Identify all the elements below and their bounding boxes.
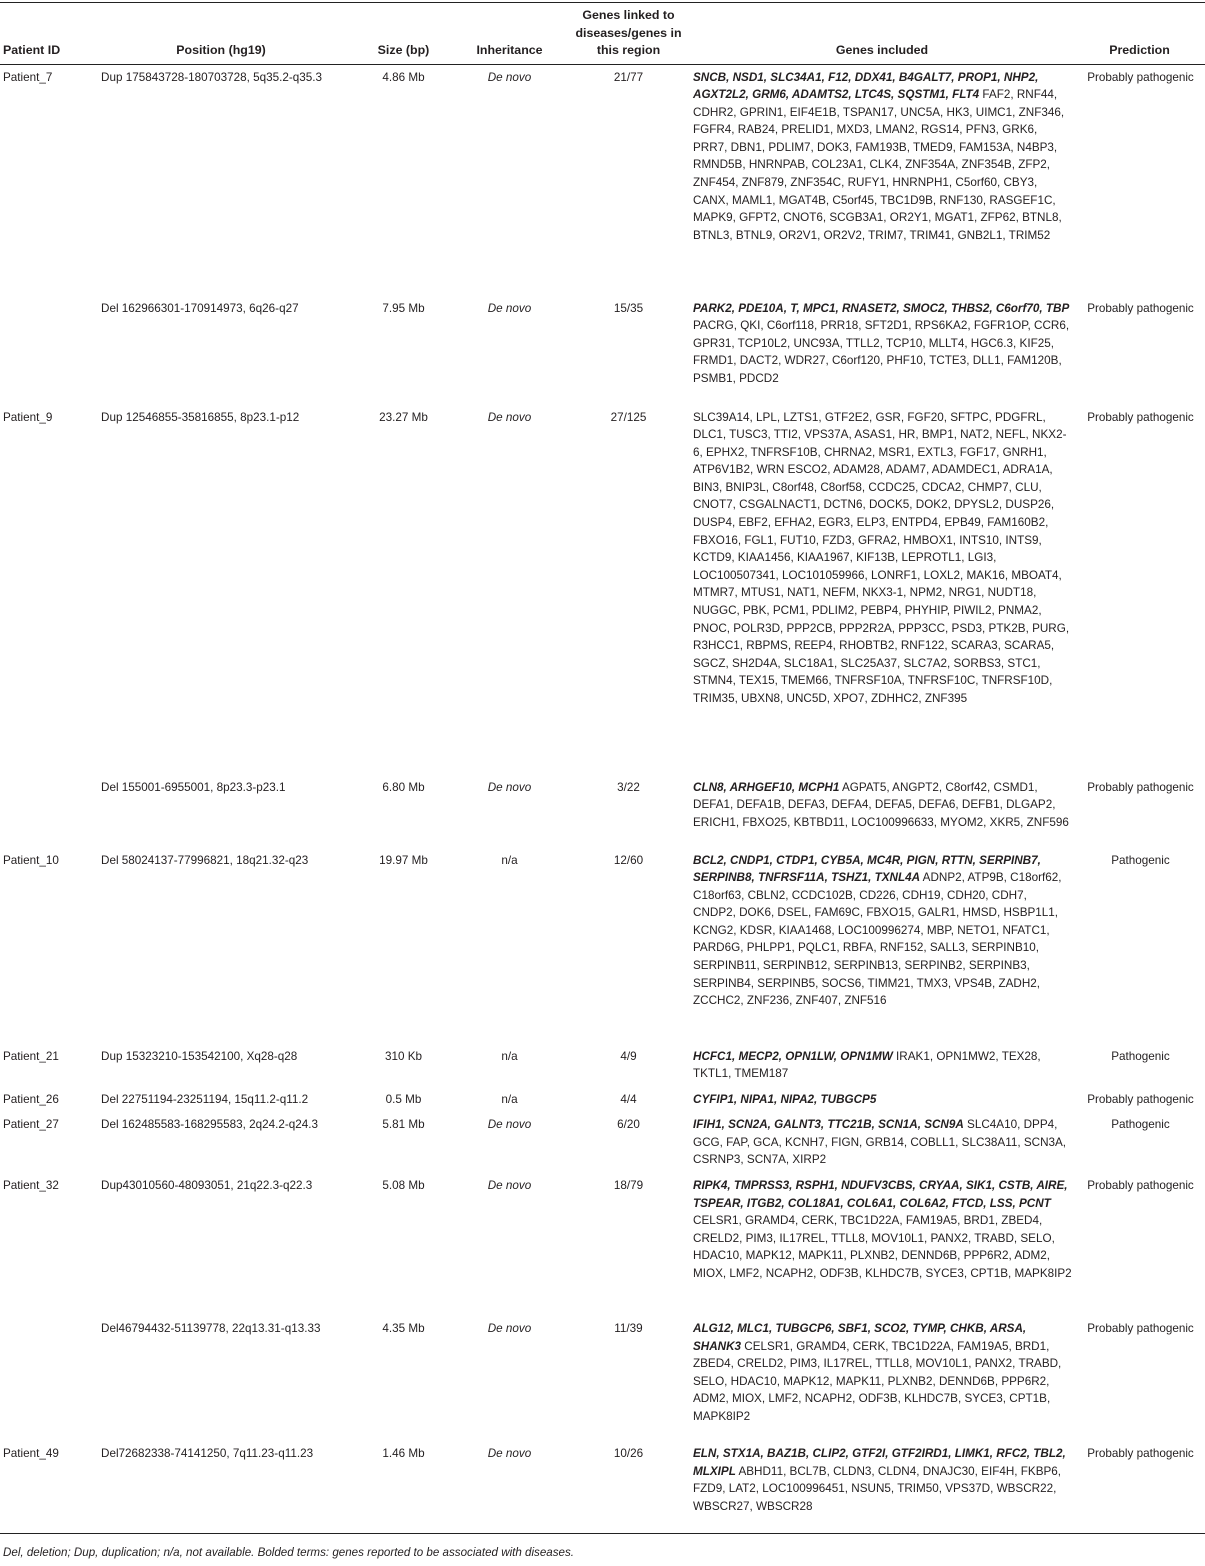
- genes-linked-cell: 10/26: [567, 1441, 690, 1534]
- position-cell: Del 22751194-23251194, 15q11.2-q11.2: [101, 1092, 309, 1106]
- table-row: [0, 405, 1205, 775]
- patient-id-cell: Patient_49: [0, 1441, 87, 1534]
- genes-linked-cell: 18/79: [613, 1179, 644, 1193]
- patient-id-cell: [0, 1316, 87, 1441]
- genes-linked-cell: 3/22: [617, 780, 640, 794]
- table-row: [0, 1441, 1205, 1534]
- table-footnote: Del, deletion; Dup, duplication; n/a, not available. Bolded terms: genes reported to be associated with diseases.: [3, 1546, 575, 1559]
- size-cell: 7.95 Mb: [382, 301, 425, 315]
- disease-genes: CLN8, ARHGEF10, MCPH1: [693, 780, 840, 794]
- inheritance-cell: De novo: [487, 70, 532, 84]
- other-genes: SLC39A14, LPL, LZTS1, GTF2E2, GSR, FGF20, SFTPC, PDGFRL, DLC1, TUSC3, TTI2, VPS37A, ASAS1, HR, BMP1, NAT2, NEFL, NKX2-6, EPHX2, TNFRSF10B, CHRNA2, MSR1, EXTL3, FGF17, GNRH1, ATP6V1B2, WRN ESCO2, ADAM28, ADAM7, ADAMDEC1, ADRA1A, BIN3, BNIP3L, C8orf48, C8orf58, CCDC25, CDCA2, CHMP7, CLU, CNOT7, CSGALNACT1, DCTN6, DOCK5, DOK2, DPYSL2, DUSP26, DUSP4, EBF2, EFHA2, EGR3, ELP3, ENTPD4, EPB49, FAM160B2, FBXO16, FGL1, FUT10, FZD3, GFRA2, HMBOX1, INTS10, INTS9, KCTD9, KIAA1456, KIAA1967, KIF13B, LEPROTL1, LGI3, LOC100507341, LOC101059966, LONRF1, LOXL2, MAK16, MBOAT4, MTMR7, MTUS1, NAT1, NEFM, NKX3-1, NPM2, NRG1, NUDT18, NUGGC, PBK, PCM1, PDLIM2, PEBP4, PHYHIP, PIWIL2, PNMA2, PNOC, POLR3D, PPP2CB, PPP2R2A, PPP3CC, PSD3, PTK2B, PURG, R3HCC1, RBPMS, REEP4, RHOBTB2, RNF122, SCARA3, SCARA5, SGCZ, SH2D4A, SLC18A1, SLC25A37, SLC7A2, SORBS3, STC1, STMN4, TEX15, TMEM66, TNFRSF10A, TNFRSF10C, TNFRSF10D, TRIM35, UBXN8, UNC5D, XPO7, ZDHHC2, ZNF395: [693, 410, 1070, 705]
- prediction-cell: Pathogenic: [1111, 1049, 1170, 1063]
- table-row: [0, 1112, 1205, 1173]
- genes-included-cell: [690, 1316, 1074, 1441]
- inheritance-cell: De novo: [452, 1441, 567, 1534]
- size-cell: 23.27 Mb: [379, 410, 428, 424]
- header-prediction: Prediction: [1074, 3, 1205, 65]
- genes-included-cell: [690, 1044, 1074, 1087]
- table-body: [0, 64, 1205, 1534]
- genes-linked-cell: 6/20: [617, 1118, 640, 1132]
- header-patient-id: Patient ID: [0, 3, 87, 65]
- other-genes: CELSR1, GRAMD4, CERK, TBC1D22A, FAM19A5, BRD1, ZBED4, CRELD2, PIM3, IL17REL, TTLL8, MOV10L1, PANX2, TRABD, SELO, HDAC10, MAPK12, MAPK11, PLXNB2, DENND6B, PPP6R2, ADM2, MIOX, LMF2, NCAPH2, ODF3B, KLHDC7B, SYCE3, CPT1B, MAPK8IP2: [693, 1214, 1072, 1281]
- genes-included-cell: [690, 1112, 1074, 1173]
- patient-id-cell: Patient_21: [3, 1049, 59, 1063]
- header-inheritance: Inheritance: [452, 3, 567, 65]
- prediction-cell: Probably pathogenic: [1087, 301, 1194, 315]
- prediction-cell: Pathogenic: [1111, 853, 1170, 867]
- disease-genes: ALG12, MLC1, TUBGCP6, SBF1, SCO2, TYMP, CHKB, ARSA, SHANK3: [693, 1322, 1027, 1353]
- table-row: [0, 1316, 1205, 1441]
- genes-linked-cell: 15/35: [613, 301, 644, 315]
- disease-genes: PARK2, PDE10A, T, MPC1, RNASET2, SMOC2, THBS2, C6orf70, TBP: [693, 301, 1070, 315]
- header-position: Position (hg19): [87, 3, 355, 65]
- prediction-cell: Probably pathogenic: [1087, 1322, 1194, 1336]
- patient-id-cell: Patient_10: [3, 853, 59, 867]
- position-cell: Del 162485583-168295583, 2q24.2-q24.3: [101, 1118, 319, 1132]
- inheritance-cell: De novo: [487, 1179, 532, 1193]
- genes-included-cell: [690, 405, 1074, 775]
- prediction-cell: Probably pathogenic: [1087, 1092, 1194, 1106]
- disease-genes: CYFIP1, NIPA1, NIPA2, TUBGCP5: [693, 1092, 877, 1106]
- position-cell: Del 155001-6955001, 8p23.3-p23.1: [101, 780, 286, 794]
- position-cell: Del 58024137-77996821, 18q21.32-q23: [101, 853, 309, 867]
- inheritance-cell: n/a: [501, 1049, 518, 1063]
- other-genes: SLC4A10, DPP4, GCG, FAP, GCA, KCNH7, FIGN, GRB14, COBLL1, SLC38A11, SCN3A, CSRNP3, SCN7A, XIRP2: [693, 1118, 1067, 1167]
- position-cell: Dup 12546855-35816855, 8p23.1-p12: [101, 410, 300, 424]
- genes-included-cell: [690, 1173, 1074, 1316]
- header-size: Size (bp): [355, 3, 452, 65]
- size-cell: 5.81 Mb: [382, 1118, 425, 1132]
- genes-included-cell: [690, 1087, 1074, 1113]
- disease-genes: BCL2, CNDP1, CTDP1, CYB5A, MC4R, PIGN, RTTN, SERPINB7, SERPINB8, TNFRSF11A, TSHZ1, TXNL4A: [693, 853, 1041, 885]
- size-cell: 1.46 Mb: [355, 1441, 452, 1534]
- genes-linked-cell: 12/60: [613, 853, 644, 867]
- size-cell: 4.86 Mb: [382, 70, 425, 84]
- table-row: [0, 1173, 1205, 1316]
- table-row: [0, 296, 1205, 405]
- inheritance-cell: n/a: [501, 1092, 518, 1106]
- table-row: [0, 1044, 1205, 1087]
- table-row: [0, 1087, 1205, 1113]
- patient-id-cell: [0, 296, 87, 405]
- cnv-table: [0, 2, 1205, 1534]
- other-genes: AGPAT5, ANGPT2, C8orf42, CSMD1, DEFA1, DEFA1B, DEFA3, DEFA4, DEFA5, DEFA6, DEFB1, DLGAP2, ERICH1, FBXO25, KBTBD11, LOC100996633, MYOM2, XKR5, ZNF596: [693, 780, 1069, 829]
- position-cell: Del72682338-74141250, 7q11.23-q11.23: [87, 1441, 355, 1534]
- prediction-cell: Probably pathogenic: [1074, 1441, 1205, 1534]
- genes-linked-cell: 21/77: [613, 70, 644, 84]
- genes-linked-cell: 11/39: [614, 1322, 643, 1336]
- other-genes: PACRG, QKI, C6orf118, PRR18, SFT2D1, RPS6KA2, FGFR1OP, CCR6, GPR31, TCP10L2, UNC93A, TTLL2, TCP10, MLLT4, HGC6.3, KIF25, FRMD1, DACT2, WDR27, C6orf120, PHF10, TCTE3, DLL1, FAM120B, PSMB1, PDCD2: [693, 319, 1070, 385]
- inheritance-cell: De novo: [487, 780, 532, 794]
- position-cell: Dup43010560-48093051, 21q22.3-q22.3: [101, 1179, 313, 1193]
- genes-included-cell: [690, 775, 1074, 848]
- genes-included-cell: [690, 64, 1074, 296]
- inheritance-cell: De novo: [487, 410, 532, 424]
- other-genes: ADNP2, ATP9B, C18orf62, C18orf63, CBLN2, CCDC102B, CD226, CDH19, CDH20, CDH7, CNDP2, DOK6, DSEL, FAM69C, FBXO15, GALR1, HMSD, HSBP1L1, KCNG2, KDSR, KIAA1468, LOC100996274, MBP, NETO1, NFATC1, PARD6G, PHLPP1, PQLC1, RBFA, RNF152, SALL3, SERPINB10, SERPINB11, SERPINB12, SERPINB13, SERPINB2, SERPINB3, SERPINB4, SERPINB5, SOCS6, TIMM21, TMX3, VPS4B, ZADH2, ZCCHC2, ZNF236, ZNF407, ZNF516: [693, 871, 1062, 1008]
- size-cell: 4.35 Mb: [382, 1322, 425, 1336]
- size-cell: 6.80 Mb: [382, 780, 425, 794]
- header-genes-linked: Genes linked to diseases/genes in this region: [567, 3, 690, 65]
- other-genes: ABHD11, BCL7B, CLDN3, CLDN4, DNAJC30, EIF4H, FKBP6, FZD9, LAT2, LOC100996451, NSUN5, TRIM50, VPS37D, WBSCR22, WBSCR27, WBSCR28: [693, 1464, 1062, 1513]
- position-cell: Del 162966301-170914973, 6q26-q27: [101, 301, 299, 315]
- genes-linked-cell: 4/9: [620, 1049, 637, 1063]
- disease-genes: RIPK4, TMPRSS3, RSPH1, NDUFV3CBS, CRYAA, SIK1, CSTB, AIRE, TSPEAR, ITGB2, COL18A1, COL6A1, COL6A2, FTCD, LSS, PCNT: [693, 1179, 1068, 1210]
- disease-genes: HCFC1, MECP2, OPN1LW, OPN1MW: [693, 1049, 893, 1063]
- table-header: [0, 3, 1205, 65]
- prediction-cell: Probably pathogenic: [1087, 70, 1194, 84]
- genes-linked-cell: 4/4: [620, 1092, 637, 1106]
- table-row: [0, 775, 1205, 848]
- size-cell: 5.08 Mb: [382, 1179, 425, 1193]
- table-row: [0, 848, 1205, 1044]
- inheritance-cell: De novo: [487, 301, 532, 315]
- patient-id-cell: Patient_26: [3, 1092, 59, 1106]
- genes-linked-cell: 27/125: [610, 410, 647, 424]
- disease-genes: IFIH1, SCN2A, GALNT3, TTC21B, SCN1A, SCN9A: [693, 1118, 964, 1132]
- inheritance-cell: n/a: [501, 853, 518, 867]
- other-genes: IRAK1, OPN1MW2, TEX28, TKTL1, TMEM187: [693, 1049, 1041, 1081]
- patient-id-cell: [0, 775, 87, 848]
- other-genes: CELSR1, GRAMD4, CERK, TBC1D22A, FAM19A5, BRD1, ZBED4, CRELD2, PIM3, IL17REL, TTLL8, MOV10L1, PANX2, TRABD, SELO, HDAC10, MAPK12, MAPK11, PLXNB2, DENND6B, PPP6R2, ADM2, MIOX, LMF2, NCAPH2, ODF3B, KLHDC7B, SYCE3, CPT1B, MAPK8IP2: [693, 1339, 1062, 1424]
- disease-genes: ELN, STX1A, BAZ1B, CLIP2, GTF2I, GTF2IRD1, LIMK1, RFC2, TBL2, MLXIPL: [693, 1447, 1066, 1478]
- prediction-cell: Pathogenic: [1111, 1118, 1170, 1132]
- prediction-cell: Probably pathogenic: [1087, 1179, 1194, 1193]
- size-cell: 0.5 Mb: [385, 1092, 422, 1106]
- table-row: [0, 64, 1205, 296]
- patient-id-cell: Patient_27: [3, 1118, 59, 1132]
- patient-id-cell: Patient_7: [3, 70, 53, 84]
- position-cell: Del46794432-51139778, 22q13.31-q13.33: [101, 1322, 321, 1336]
- inheritance-cell: De novo: [487, 1322, 532, 1336]
- header-genes-included: Genes included: [690, 3, 1074, 65]
- other-genes: FAF2, RNF44, CDHR2, GPRIN1, EIF4E1B, TSPAN17, UNC5A, HK3, UIMC1, ZNF346, FGFR4, RAB24, PRELID1, MXD3, LMAN2, RGS14, PFN3, GRK6, PRR7, DBN1, PDLIM7, DOK3, FAM193B, TMED9, FAM153A, N4BP3, RMND5B, HNRNPAB, COL23A1, CLK4, ZNF354A, ZNF354B, ZFP2, ZNF454, ZNF879, ZNF354C, RUFY1, HNRNPH1, C5orf60, CBY3, CANX, MAML1, MGAT4B, C5orf45, TBC1D9B, RNF130, RASGEF1C, MAPK9, GFPT2, CNOT6, SCGB3A1, OR2Y1, MGAT1, ZFP62, BTNL8, BTNL3, BTNL9, OR2V1, OR2V2, TRIM7, TRIM41, GNB2L1, TRIM52: [693, 88, 1065, 242]
- inheritance-cell: De novo: [487, 1118, 532, 1132]
- size-cell: 310 Kb: [384, 1049, 423, 1063]
- genes-included-cell: [690, 1441, 1074, 1534]
- position-cell: Dup 175843728-180703728, 5q35.2-q35.3: [101, 70, 322, 84]
- prediction-cell: Probably pathogenic: [1087, 410, 1194, 424]
- prediction-cell: Probably pathogenic: [1087, 780, 1194, 794]
- genes-included-cell: [690, 848, 1074, 1044]
- disease-genes: SNCB, NSD1, SLC34A1, F12, DDX41, B4GALT7, PROP1, NHP2, AGXT2L2, GRM6, ADAMTS2, LTC4S, SQSTM1, FLT4: [693, 70, 1039, 102]
- size-cell: 19.97 Mb: [379, 853, 428, 867]
- patient-id-cell: Patient_32: [3, 1179, 59, 1193]
- position-cell: Dup 15323210-153542100, Xq28-q28: [101, 1049, 298, 1063]
- patient-id-cell: Patient_9: [3, 410, 53, 424]
- genes-included-cell: [690, 296, 1074, 405]
